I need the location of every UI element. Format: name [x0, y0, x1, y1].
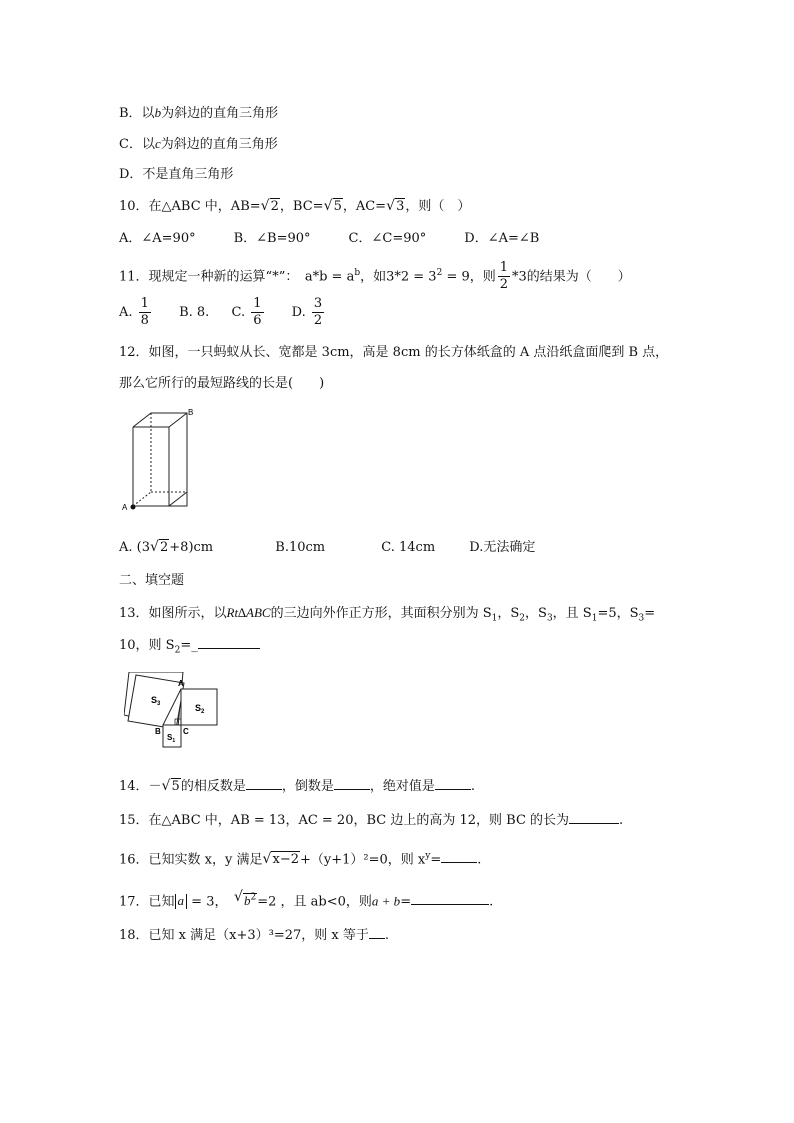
- question-15: 15．在△ABC 中，AB = 13，AC = 20，BC 边上的高为 12，则 BC 的长为 .: [119, 813, 624, 828]
- q10-prefix: 10．在△ABC 中，AB=: [119, 199, 261, 214]
- sqrt-5: √ 5: [162, 778, 181, 796]
- fraction-three-halves: $\frac{3}{2}$: [313, 296, 323, 328]
- q12-option-d: D.无法确定: [469, 540, 536, 555]
- question-13-line1: 13．如图所示，以Rt∆ABC的三边向外作正方形，其面积分别为 $S_1$，$S_2$，$S_3$，且 $S_1=5$，$S_3=$: [119, 605, 656, 624]
- q10-option-d: D．∠A=∠B: [464, 231, 540, 246]
- q11-option-d: D.: [291, 305, 306, 320]
- abs-a: a: [175, 894, 188, 909]
- option-c: [119, 135, 278, 154]
- q12-option-b: B.10cm: [275, 540, 326, 555]
- box-figure: [118, 405, 198, 517]
- fig-label-s1: $S_1$: [167, 733, 176, 744]
- fig-label-c: C: [183, 727, 189, 736]
- label-b: B: [188, 408, 194, 417]
- question-10: 10．在△ABC 中，AB=√ 2，BC=√ 5，AC=√ 3，则（ ）: [119, 198, 470, 216]
- fig-label-b: B: [155, 727, 161, 736]
- label-a: A: [122, 503, 128, 512]
- answer-blank[interactable]: [198, 636, 260, 649]
- option-c-text: 为斜边的直角三角形: [160, 137, 278, 152]
- q10-option-a: A．∠A=90°: [119, 231, 196, 246]
- squares-figure: [124, 672, 224, 752]
- option-b-prefix: B．以: [119, 106, 155, 121]
- fig-label-s3: $S_3$: [151, 695, 161, 707]
- option-b-var: b: [154, 105, 162, 120]
- question-12-line2: 那么它所行的最短路线的长是( ): [119, 376, 325, 391]
- option-c-prefix: C．以: [119, 137, 155, 152]
- q10-option-c: C．∠C=90°: [348, 231, 427, 246]
- fraction-one-sixth: $\frac{1}{6}$: [253, 296, 262, 328]
- q11-option-c: C.: [231, 305, 246, 320]
- q12-option-a: A. (3√ 2+8)cm: [119, 540, 213, 555]
- question-18: 18．已知 x 满足（x+3）³=27，则 x 等于 .: [119, 928, 390, 943]
- answer-blank[interactable]: [369, 926, 385, 939]
- option-b-text: 为斜边的直角三角形: [161, 106, 279, 121]
- q10-options: [119, 230, 577, 248]
- q11-options: [119, 296, 326, 330]
- answer-blank[interactable]: [441, 850, 477, 863]
- answer-blank-reciprocal[interactable]: [334, 777, 370, 790]
- question-12-line1: 12．如图，一只蚂蚁从长、宽都是 3cm，高是 8cm 的长方体纸盒的 A 点沿纸盒面爬到 B 点，: [119, 345, 669, 360]
- q12-option-c: C. 14cm: [381, 540, 436, 555]
- sqrt-5: √ 5: [324, 198, 343, 216]
- question-16: 16．已知实数 x，y 满足√ x−2+（y+1）²=0，则 $x^y=$ .: [119, 847, 481, 869]
- question-13-line2: 10，则 $S_2=\_$: [119, 636, 260, 660]
- sqrt-3: √ 3: [386, 198, 405, 216]
- answer-blank[interactable]: [411, 892, 489, 905]
- question-11: 11．现规定一种新的运算“*”： $a*b = a^b$，如$3*2 = 3^2 = 9$，则 $\frac{1}{2}$ *3的结果为（ ）: [119, 260, 631, 293]
- q11-option-b: B. 8.: [179, 305, 210, 320]
- option-d: D．不是直角三角形: [119, 167, 234, 182]
- question-14: 14．－√ 5的相反数是 ，倒数是 ，绝对值是 .: [119, 777, 475, 796]
- answer-blank-absolute[interactable]: [435, 777, 471, 790]
- fraction-one-eighth: $\frac{1}{8}$: [140, 296, 149, 328]
- question-17: 17．已知 a = 3， √ $b^2=2$ ，且 ab<0，则a + b= .: [119, 889, 493, 911]
- q11-option-a: A.: [119, 305, 133, 320]
- q12-options: [119, 539, 535, 557]
- fraction-half: $\frac{1}{2}$: [499, 260, 509, 293]
- option-c-var: c: [154, 136, 161, 151]
- section-title: 二、填空题: [119, 573, 185, 588]
- answer-blank-opposite[interactable]: [246, 777, 282, 790]
- answer-blank[interactable]: [569, 811, 619, 824]
- option-b: [119, 104, 278, 123]
- sqrt-expression: √ x−2: [262, 851, 300, 869]
- fig-label-a: A: [178, 679, 184, 688]
- sqrt-b-squared: √ $b^2$: [234, 889, 257, 911]
- q10-option-b: B．∠B=90°: [233, 231, 311, 246]
- sqrt-2: √ 2: [261, 198, 280, 216]
- fig-label-s2: $S_2$: [195, 703, 205, 715]
